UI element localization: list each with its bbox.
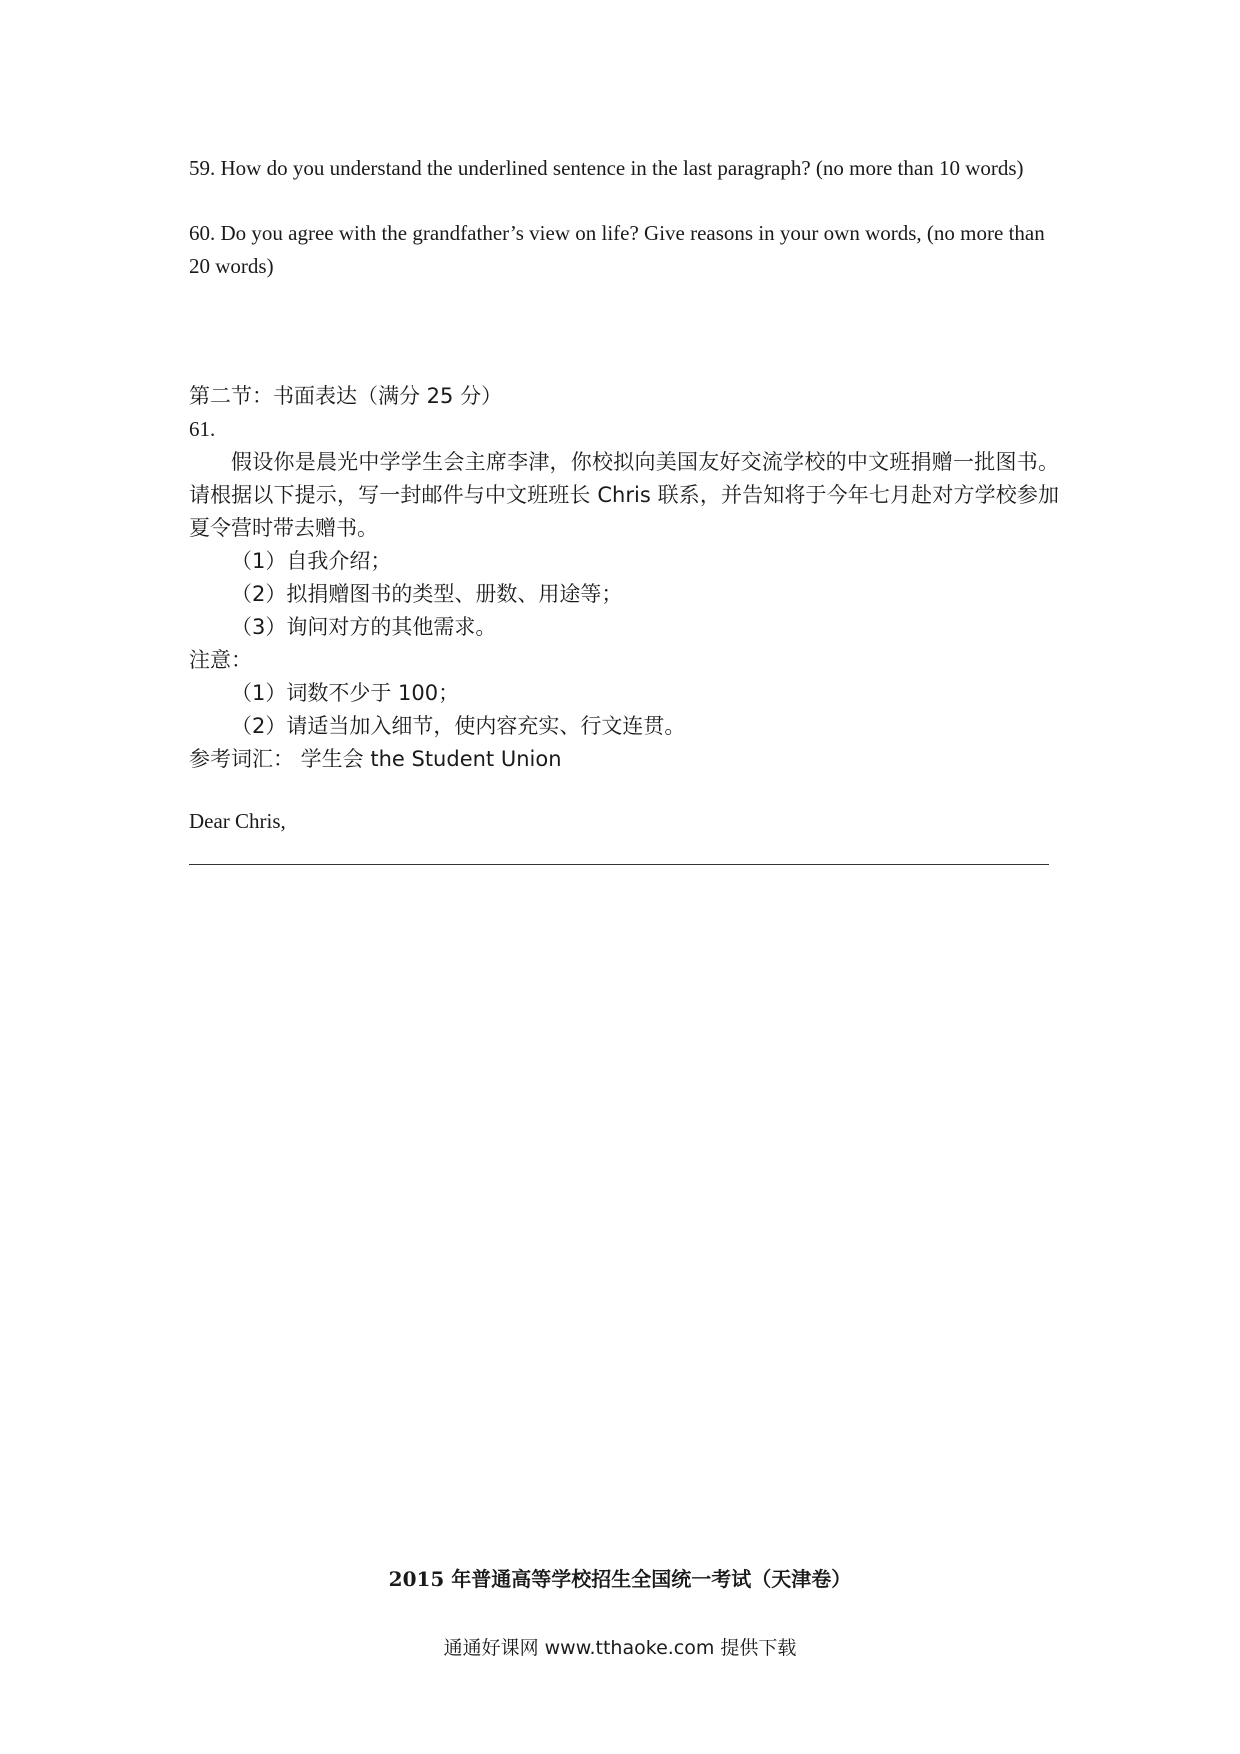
source-credit: 通通好课网 www.tthaoke.com 提供下载 <box>443 1637 797 1659</box>
notes-label: 注意： <box>189 648 252 672</box>
section-heading: 第二节：书面表达（满分 25 分） <box>189 384 503 408</box>
reference-vocab: 参考词汇： 学生会 the Student Union <box>189 747 562 771</box>
question-61-number: 61. <box>189 417 216 441</box>
letter-salutation: Dear Chris, <box>189 809 286 833</box>
exam-title: 2015 年普通高等学校招生全国统一考试（天津卷） <box>388 1567 852 1591</box>
note-item: （2）请适当加入细节，使内容充实、行文连贯。 <box>231 714 686 738</box>
answer-line <box>189 864 1049 865</box>
prompt-point: （1）自我介绍； <box>231 549 392 573</box>
writing-section <box>189 380 1059 776</box>
note-item: （1）词数不少于 100； <box>231 681 460 705</box>
prompt-point: （2）拟捐赠图书的类型、册数、用途等； <box>231 582 623 606</box>
prompt-point: （3）询问对方的其他需求。 <box>231 615 497 639</box>
question-59: 59. How do you understand the underlined sentence in the last paragraph? (no more than 10 words) <box>189 156 1024 180</box>
question-60: 60. Do you agree with the grandfather’s view on life? Give reasons in your own words, (no more than 20 words) <box>189 221 1045 278</box>
writing-prompt: 假设你是晨光中学学生会主席李津，你校拟向美国友好交流学校的中文班捐赠一批图书。请根据以下提示，写一封邮件与中文班班长 Chris 联系，并告知将于今年七月赴对方学校参加夏令营时带去赠书。 <box>189 450 1059 540</box>
